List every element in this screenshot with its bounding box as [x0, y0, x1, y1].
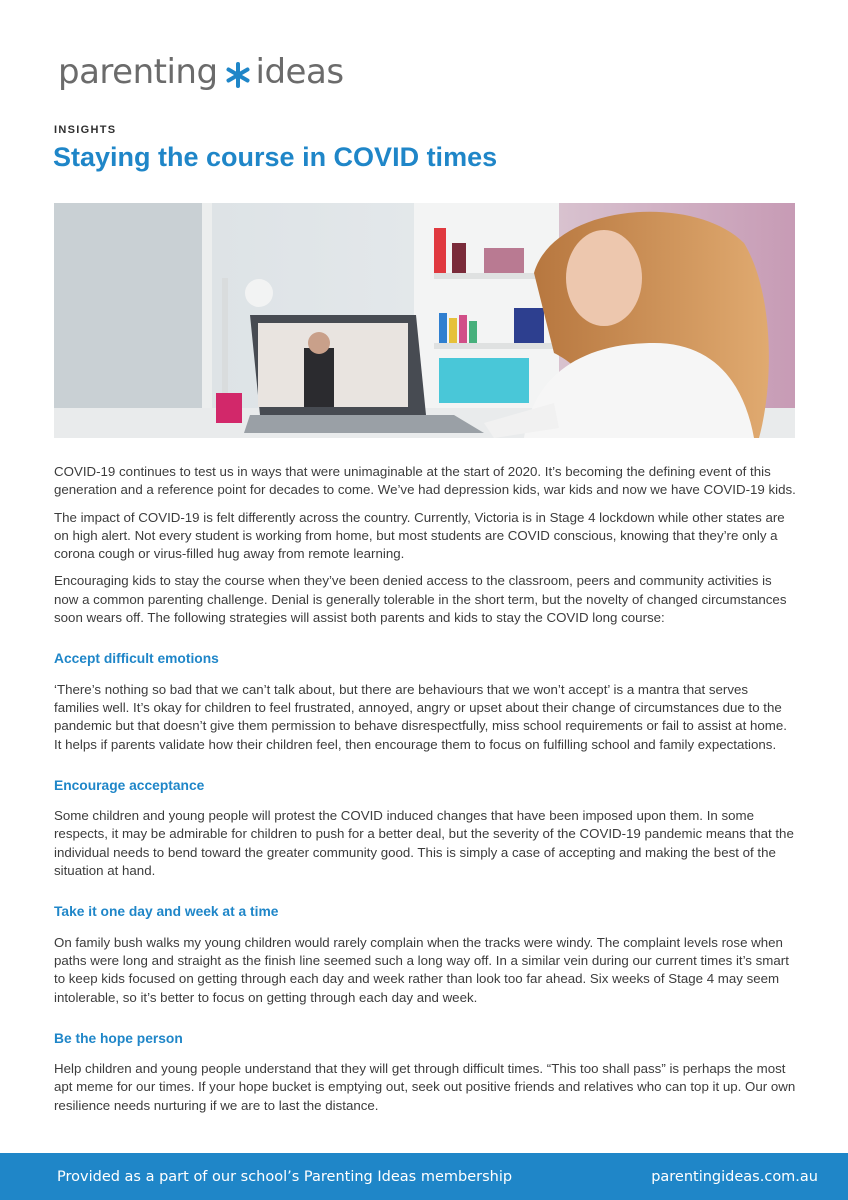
section-paragraph: Help children and young people understand that they will get through difficult times. “This too shall pass” is perhaps the most apt meme for our times. If your hope bucket is emptying out, seek out positive friends and relatives who can top it up. Our own resilience needs nurturing if we are to last the distance. [54, 1061, 796, 1113]
footer-membership-text: Provided as a part of our school’s Parenting Ideas membership [57, 1168, 513, 1185]
logo-text-left: parenting [58, 52, 218, 92]
section-paragraph: ‘There’s nothing so bad that we can’t talk about, but there are behaviours that we won’t accept’ is a mantra that serves families well. It’s okay for children to feel frustrated, annoyed, angry or upset about their change of circumstances due to the pandemic but that doesn’t give them permission to behave disrespectfully, miss school requirements or fail to assist at home. It helps if parents validate how their children feel, then encourage them to focus on fulfilling school and family expectations. [54, 681, 787, 752]
parenting-ideas-logo [58, 50, 344, 94]
section-heading: Encourage acceptance [54, 777, 205, 793]
section-kicker: INSIGHTS [54, 124, 117, 136]
intro-paragraph: COVID-19 continues to test us in ways that were unimaginable at the start of 2020. It’s becoming the defining event of this generation and a reference point for decades to come. We’ve had depression kids, war kids and now we have COVID-19 kids. [54, 464, 796, 498]
section-paragraph: Some children and young people will protest the COVID induced changes that have been imposed upon them. In some respects, it may be admirable for children to push for a better deal, but the severity of the COVID-19 pandemic means that the individual needs to bend toward the greater community good. This is simply a case of accepting and making the best of the situation at hand. [54, 808, 794, 879]
intro-paragraph: Encouraging kids to stay the course when they’ve been denied access to the classroom, peers and community activities is now a common parenting challenge. Denial is generally tolerable in the short term, but the novelty of changed circumstances soon wears off. The following strategies will assist both parents and kids to stay the COVID long course: [54, 573, 787, 626]
section-paragraph: On family bush walks my young children would rarely complain when the tracks were windy. The complaint levels rose when paths were long and straight as the finish line seemed such a long way off. In a similar vein during our current times it’s smart to keep kids focused on getting through each day and week rather than look too far ahead. Six weeks of Stage 4 may seem intolerable, so it’s better to focus on getting through each day and week. [54, 934, 789, 1005]
footer-bar [0, 1153, 848, 1200]
hero-photo-girl-at-laptop [54, 203, 795, 438]
section-heading: Be the hope person [54, 1030, 183, 1046]
section-heading: Accept difficult emotions [54, 651, 219, 667]
section-heading: Take it one day and week at a time [54, 904, 279, 920]
logo-text-right: ideas [255, 52, 344, 92]
article-body [54, 463, 796, 1124]
asterisk-logo-icon [224, 61, 252, 89]
intro-paragraph: The impact of COVID-19 is felt differently across the country. Currently, Victoria is in Stage 4 lockdown while other states are on high alert. Not every student is working from home, but most students are COVID conscious, knowing that they’re only a corona cough or virus-filled hug away from remote learning. [54, 509, 785, 562]
footer-website-link[interactable]: parentingideas.com.au [651, 1168, 818, 1185]
article-title: Staying the course in COVID times [53, 142, 498, 172]
